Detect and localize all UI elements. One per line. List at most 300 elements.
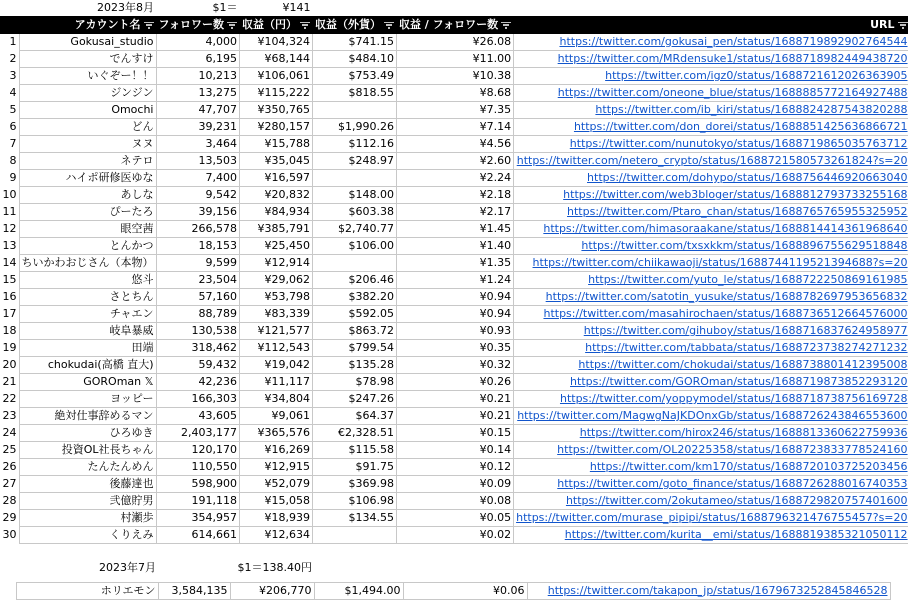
account-name-cell[interactable]: ひろゆき <box>19 425 156 442</box>
col-header-followers[interactable]: フォロワー数 <box>156 17 239 34</box>
url-link[interactable]: https://twitter.com/gihuboy/status/1688716837624958977 <box>583 324 908 337</box>
table-row <box>1 527 908 544</box>
jpy-cell[interactable]: ¥18,939 <box>239 510 312 527</box>
account-name-cell[interactable]: chokudai(高橋 直大) <box>19 357 156 374</box>
jpy-cell[interactable]: ¥121,577 <box>239 323 312 340</box>
followers-cell[interactable]: 9,542 <box>156 187 239 204</box>
url-link[interactable]: https://twitter.com/tabbata/status/1688723738274271232 <box>585 341 908 354</box>
ratio-cell[interactable]: ¥2.18 <box>396 187 513 204</box>
url-cell[interactable] <box>514 221 908 238</box>
ratio-cell[interactable]: ¥0.26 <box>396 374 513 391</box>
url-link[interactable]: https://twitter.com/chiikawaoji/status/1688744119521394688?s=20 <box>532 256 908 269</box>
url-link[interactable]: https://twitter.com/Ptaro_chan/status/1688765765955325952 <box>567 205 908 218</box>
fx-cell[interactable]: $248.97 <box>312 153 396 170</box>
url-link[interactable]: https://twitter.com/yoppymodel/status/1688718738756169728 <box>559 392 908 405</box>
followers-cell[interactable]: 614,661 <box>156 527 239 544</box>
ratio-cell[interactable]: ¥1.40 <box>396 238 513 255</box>
row-number: 3 <box>9 69 17 82</box>
row-number: 1 <box>9 35 17 49</box>
fx-cell[interactable]: $741.15 <box>312 34 396 51</box>
row-number: 4 <box>9 86 17 99</box>
row-number: 16 <box>2 290 17 303</box>
account-name-cell[interactable]: ジンジン <box>19 85 156 102</box>
table-row <box>1 272 908 289</box>
jpy-cell[interactable]: ¥16,597 <box>239 170 312 187</box>
url-cell[interactable] <box>514 340 908 357</box>
followers-cell[interactable]: 13,275 <box>156 85 239 102</box>
url-link[interactable]: https://twitter.com/chokudai/status/1688738801412395008 <box>578 358 908 371</box>
jpy-cell[interactable]: ¥104,324 <box>239 34 312 51</box>
fx-cell[interactable]: $115.58 <box>312 442 396 459</box>
followers-cell[interactable]: 47,707 <box>156 102 239 119</box>
ratio-cell[interactable]: ¥10.38 <box>396 68 513 85</box>
followers-cell[interactable]: 2,403,177 <box>156 425 239 442</box>
month-header-row <box>1 0 908 17</box>
account-name-cell[interactable]: さとちん <box>19 289 156 306</box>
table-row <box>0 583 890 600</box>
jpy-cell[interactable]: ¥84,934 <box>239 204 312 221</box>
url-link[interactable]: https://twitter.com/don_dorei/status/1688851425636866721 <box>573 120 908 133</box>
url-cell[interactable] <box>514 119 908 136</box>
url-link[interactable]: https://twitter.com/igz0/status/1688721612026363905 <box>605 69 908 82</box>
ratio-cell[interactable]: ¥0.93 <box>396 323 513 340</box>
ratio-cell[interactable]: ¥8.68 <box>396 85 513 102</box>
jpy-cell[interactable]: ¥68,144 <box>239 51 312 68</box>
ratio-cell[interactable]: ¥2.17 <box>396 204 513 221</box>
jpy-cell[interactable]: ¥52,079 <box>239 476 312 493</box>
url-cell[interactable] <box>514 527 908 544</box>
url-cell[interactable] <box>514 306 908 323</box>
horiemon-table <box>0 582 891 600</box>
table-row <box>1 374 908 391</box>
jpy-cell[interactable]: ¥385,791 <box>239 221 312 238</box>
account-name-cell[interactable]: たんたんめん <box>19 459 156 476</box>
ratio-cell[interactable]: ¥0.05 <box>396 510 513 527</box>
url-cell[interactable] <box>514 459 908 476</box>
fx-cell[interactable]: $603.38 <box>312 204 396 221</box>
column-header-row <box>1 17 908 34</box>
rate-value[interactable]: ¥141 <box>282 1 311 14</box>
followers-cell[interactable]: 3,584,135 <box>158 583 230 600</box>
row-number: 17 <box>2 307 17 320</box>
row-number: 15 <box>2 273 17 286</box>
jpy-cell[interactable]: ¥29,062 <box>239 272 312 289</box>
account-name-cell[interactable]: ぴーたろ <box>19 204 156 221</box>
jpy-cell[interactable]: ¥20,832 <box>239 187 312 204</box>
url-cell[interactable] <box>514 102 908 119</box>
account-name-cell[interactable]: 村瀬歩 <box>19 510 156 527</box>
fx-cell[interactable]: $592.05 <box>312 306 396 323</box>
url-link[interactable]: https://twitter.com/nunutokyo/status/1688719865035763712 <box>569 137 908 150</box>
account-name-cell[interactable]: ちいかわおじさん（本物） <box>19 255 156 272</box>
fx-cell[interactable]: $91.75 <box>312 459 396 476</box>
ratio-cell[interactable]: ¥0.14 <box>396 442 513 459</box>
url-link[interactable]: https://twitter.com/km170/status/1688720103725203456 <box>589 460 908 473</box>
fx-cell[interactable]: $382.20 <box>312 289 396 306</box>
account-name-cell[interactable]: あしな <box>19 187 156 204</box>
col-header-url[interactable]: URL <box>514 17 908 34</box>
table-row <box>1 340 908 357</box>
url-link[interactable]: https://twitter.com/txsxkkm/status/1688896755629518848 <box>581 239 908 252</box>
table-row <box>1 442 908 459</box>
ratio-cell[interactable]: ¥0.15 <box>396 425 513 442</box>
row-number: 22 <box>2 392 17 405</box>
url-link[interactable]: https://twitter.com/web3bloger/status/1688812793733255168 <box>563 188 908 201</box>
followers-cell[interactable]: 23,504 <box>156 272 239 289</box>
table-row <box>1 493 908 510</box>
jpy-cell[interactable]: ¥112,543 <box>239 340 312 357</box>
col-header-jpy[interactable]: 収益（円） <box>239 17 312 34</box>
account-name-cell[interactable]: どん <box>19 119 156 136</box>
table-row <box>1 153 908 170</box>
url-link[interactable]: https://twitter.com/goto_finance/status/1688726288016740353 <box>557 477 908 490</box>
followers-cell[interactable]: 4,000 <box>156 34 239 51</box>
jpy-cell[interactable]: ¥35,045 <box>239 153 312 170</box>
table-row <box>1 476 908 493</box>
table-row <box>1 238 908 255</box>
table-row <box>1 510 908 527</box>
url-cell[interactable] <box>514 51 908 68</box>
followers-cell[interactable]: 43,605 <box>156 408 239 425</box>
jpy-cell[interactable]: ¥9,061 <box>239 408 312 425</box>
followers-cell[interactable]: 354,957 <box>156 510 239 527</box>
filter-icon[interactable] <box>898 22 908 29</box>
url-cell[interactable] <box>514 425 908 442</box>
ratio-cell[interactable]: ¥0.08 <box>396 493 513 510</box>
account-name-cell[interactable]: でんすけ <box>19 51 156 68</box>
ratio-cell[interactable]: ¥7.14 <box>396 119 513 136</box>
jpy-cell[interactable]: ¥206,770 <box>230 583 314 600</box>
followers-cell[interactable]: 318,462 <box>156 340 239 357</box>
url-cell[interactable] <box>514 85 908 102</box>
url-cell[interactable] <box>514 204 908 221</box>
row-number: 11 <box>2 205 17 218</box>
fx-cell[interactable]: $369.98 <box>312 476 396 493</box>
ratio-cell[interactable]: ¥1.24 <box>396 272 513 289</box>
ratio-cell[interactable]: ¥0.21 <box>396 391 513 408</box>
row-number: 2 <box>9 52 17 65</box>
followers-cell[interactable]: 3,464 <box>156 136 239 153</box>
account-name-cell[interactable]: 投資OL社長ちゃん <box>19 442 156 459</box>
account-name-cell[interactable]: 岐阜暴威 <box>19 323 156 340</box>
july-month-label[interactable]: 2023年7月 <box>99 561 156 574</box>
fx-cell[interactable]: $134.55 <box>312 510 396 527</box>
fx-cell[interactable]: $106.00 <box>312 238 396 255</box>
fx-cell[interactable]: $247.26 <box>312 391 396 408</box>
account-name-cell[interactable]: Gokusai_studio <box>19 34 156 51</box>
ratio-cell[interactable]: ¥0.94 <box>396 306 513 323</box>
ratio-cell[interactable]: ¥0.21 <box>396 408 513 425</box>
fx-cell[interactable]: $2,740.77 <box>312 221 396 238</box>
fx-cell[interactable]: $64.37 <box>312 408 396 425</box>
account-name-cell[interactable]: 田端 <box>19 340 156 357</box>
filter-icon[interactable] <box>144 22 154 29</box>
followers-cell[interactable]: 18,153 <box>156 238 239 255</box>
table-row <box>1 34 908 51</box>
url-cell[interactable] <box>514 476 908 493</box>
fx-cell[interactable] <box>312 170 396 187</box>
table-row <box>1 102 908 119</box>
followers-cell[interactable]: 110,550 <box>156 459 239 476</box>
url-cell[interactable] <box>514 323 908 340</box>
account-name-cell[interactable]: ハイポ研修医ゆな <box>19 170 156 187</box>
ratio-cell[interactable]: ¥0.02 <box>396 527 513 544</box>
table-row <box>1 119 908 136</box>
table-row <box>1 459 908 476</box>
url-link[interactable]: https://twitter.com/oneone_blue/status/1688885772164927488 <box>557 86 908 99</box>
jpy-cell[interactable]: ¥16,269 <box>239 442 312 459</box>
account-name-cell[interactable]: ヌヌ <box>19 136 156 153</box>
row-number: 12 <box>2 222 17 235</box>
url-cell[interactable] <box>514 136 908 153</box>
filter-icon[interactable] <box>501 22 511 29</box>
ratio-cell[interactable]: ¥0.12 <box>396 459 513 476</box>
url-link[interactable]: https://twitter.com/satotin_yusuke/status/1688782697953656832 <box>545 290 908 303</box>
account-name-cell[interactable]: ネテロ <box>19 153 156 170</box>
url-link[interactable]: https://twitter.com/gokusai_pen/status/1688719892902764544 <box>559 35 908 48</box>
ratio-cell[interactable]: ¥11.00 <box>396 51 513 68</box>
fx-cell[interactable]: $753.49 <box>312 68 396 85</box>
table-row <box>1 68 908 85</box>
url-cell[interactable] <box>514 238 908 255</box>
ratio-cell[interactable]: ¥2.24 <box>396 170 513 187</box>
account-name-cell[interactable]: とんかつ <box>19 238 156 255</box>
row-number: 18 <box>2 324 17 337</box>
fx-cell[interactable] <box>312 255 396 272</box>
url-cell[interactable] <box>514 510 908 527</box>
july-header-row <box>0 560 890 576</box>
row-number: 5 <box>9 103 17 116</box>
row-number: 20 <box>2 358 17 371</box>
row-number: 13 <box>2 239 17 252</box>
url-cell[interactable] <box>514 493 908 510</box>
row-number: 7 <box>9 137 17 150</box>
ratio-cell[interactable]: ¥26.08 <box>396 34 513 51</box>
table-row <box>1 425 908 442</box>
url-cell[interactable] <box>514 289 908 306</box>
fx-cell[interactable]: $484.10 <box>312 51 396 68</box>
account-name-cell[interactable]: ホリエモン <box>16 583 158 600</box>
followers-cell[interactable]: 120,170 <box>156 442 239 459</box>
account-name-cell[interactable]: 後藤達也 <box>19 476 156 493</box>
fx-cell[interactable]: $1,990.26 <box>312 119 396 136</box>
jpy-cell[interactable]: ¥12,915 <box>239 459 312 476</box>
followers-cell[interactable]: 88,789 <box>156 306 239 323</box>
url-cell[interactable] <box>514 34 908 51</box>
ratio-cell[interactable]: ¥4.56 <box>396 136 513 153</box>
row-number: 14 <box>2 256 17 269</box>
url-link[interactable]: https://twitter.com/ib_kiri/status/1688824287543820288 <box>595 103 908 116</box>
url-link[interactable]: https://twitter.com/netero_crypto/status/1688721580573261824?s=20 <box>516 154 908 167</box>
followers-cell[interactable]: 13,503 <box>156 153 239 170</box>
fx-cell[interactable]: $863.72 <box>312 323 396 340</box>
table-row <box>1 51 908 68</box>
url-cell[interactable] <box>514 408 908 425</box>
fx-cell[interactable]: $78.98 <box>312 374 396 391</box>
row-number: 23 <box>2 409 17 422</box>
followers-cell[interactable]: 191,118 <box>156 493 239 510</box>
account-name-cell[interactable]: GOROman 𝕏 <box>19 374 156 391</box>
ratio-cell[interactable]: ¥0.09 <box>396 476 513 493</box>
col-header-account[interactable]: アカウント名 <box>19 17 156 34</box>
table-row <box>1 255 908 272</box>
july-section <box>0 560 890 576</box>
url-link[interactable]: https://twitter.com/kurita__emi/status/1688819385321050112 <box>564 528 908 541</box>
table-row <box>1 289 908 306</box>
url-cell[interactable] <box>514 357 908 374</box>
followers-cell[interactable]: 59,432 <box>156 357 239 374</box>
account-name-cell[interactable]: いぐぞー！！ <box>19 68 156 85</box>
table-row <box>1 323 908 340</box>
jpy-cell[interactable]: ¥34,804 <box>239 391 312 408</box>
row-number: 30 <box>2 528 17 541</box>
fx-cell[interactable]: $799.54 <box>312 340 396 357</box>
url-cell[interactable] <box>527 583 890 600</box>
jpy-cell[interactable]: ¥53,798 <box>239 289 312 306</box>
followers-cell[interactable]: 39,231 <box>156 119 239 136</box>
month-label[interactable]: 2023年8月 <box>97 1 154 14</box>
account-name-cell[interactable]: 眼空茜 <box>19 221 156 238</box>
followers-cell[interactable]: 9,599 <box>156 255 239 272</box>
followers-cell[interactable]: 6,195 <box>156 51 239 68</box>
jpy-cell[interactable]: ¥11,117 <box>239 374 312 391</box>
account-name-cell[interactable]: くりえみ <box>19 527 156 544</box>
followers-cell[interactable]: 57,160 <box>156 289 239 306</box>
followers-cell[interactable]: 130,538 <box>156 323 239 340</box>
url-link[interactable]: https://twitter.com/2okutameo/status/1688729820757401600 <box>565 494 908 507</box>
ratio-cell[interactable]: ¥0.06 <box>403 583 527 600</box>
url-link[interactable]: https://twitter.com/takapon_jp/status/1679673252845846528 <box>547 584 888 597</box>
jpy-cell[interactable]: ¥19,042 <box>239 357 312 374</box>
account-name-cell[interactable]: 絶対仕事辞めるマン <box>19 408 156 425</box>
jpy-cell[interactable]: ¥15,788 <box>239 136 312 153</box>
row-number: 8 <box>9 154 17 167</box>
table-row <box>1 85 908 102</box>
jpy-cell[interactable]: ¥12,914 <box>239 255 312 272</box>
url-link[interactable]: https://twitter.com/MRdensuke1/status/1688718982449438720 <box>557 52 908 65</box>
jpy-cell[interactable]: ¥25,450 <box>239 238 312 255</box>
ratio-cell[interactable]: ¥7.35 <box>396 102 513 119</box>
row-number: 28 <box>2 494 17 507</box>
fx-cell[interactable]: $135.28 <box>312 357 396 374</box>
table-row <box>1 306 908 323</box>
jpy-cell[interactable]: ¥83,339 <box>239 306 312 323</box>
url-cell[interactable] <box>514 442 908 459</box>
table-row <box>1 170 908 187</box>
table-row <box>1 221 908 238</box>
url-cell[interactable] <box>514 255 908 272</box>
url-cell[interactable] <box>514 272 908 289</box>
account-name-cell[interactable]: 悠斗 <box>19 272 156 289</box>
fx-cell[interactable]: $206.46 <box>312 272 396 289</box>
url-link[interactable]: https://twitter.com/himasoraakane/status/1688814414361968640 <box>543 222 908 235</box>
followers-cell[interactable]: 166,303 <box>156 391 239 408</box>
fx-cell[interactable]: €2,328.51 <box>312 425 396 442</box>
account-name-cell[interactable]: Omochi <box>19 102 156 119</box>
fx-cell[interactable]: $1,494.00 <box>314 583 403 600</box>
account-name-cell[interactable]: チャエン <box>19 306 156 323</box>
followers-cell[interactable]: 42,236 <box>156 374 239 391</box>
url-cell[interactable] <box>514 391 908 408</box>
url-link[interactable]: https://twitter.com/murase_pipipi/status/1688796321476755457?s=20 <box>516 511 908 524</box>
fx-cell[interactable] <box>312 527 396 544</box>
row-number: 26 <box>2 460 17 473</box>
ratio-cell[interactable]: ¥0.94 <box>396 289 513 306</box>
followers-cell[interactable]: 10,213 <box>156 68 239 85</box>
row-number: 9 <box>9 171 17 184</box>
url-link[interactable]: https://twitter.com/dohypo/status/1688756446920663040 <box>587 171 908 184</box>
url-cell[interactable] <box>514 170 908 187</box>
url-cell[interactable] <box>514 68 908 85</box>
jpy-cell[interactable]: ¥15,058 <box>239 493 312 510</box>
ratio-cell[interactable]: ¥0.35 <box>396 340 513 357</box>
followers-cell[interactable]: 7,400 <box>156 170 239 187</box>
url-cell[interactable] <box>514 153 908 170</box>
followers-cell[interactable]: 598,900 <box>156 476 239 493</box>
table-row <box>1 357 908 374</box>
row-number: 6 <box>9 120 17 133</box>
row-number: 25 <box>2 443 17 456</box>
url-link[interactable]: https://twitter.com/MagwgNaJKDOnxGb/status/1688726243846553600 <box>517 409 908 422</box>
account-name-cell[interactable]: 弐億貯男 <box>19 493 156 510</box>
url-link[interactable]: https://twitter.com/GOROman/status/1688719873852293120 <box>570 375 908 388</box>
ratio-cell[interactable]: ¥0.32 <box>396 357 513 374</box>
fx-cell[interactable]: $818.55 <box>312 85 396 102</box>
row-number: 27 <box>2 477 17 490</box>
col-header-ratio[interactable]: 収益 / フォロワー数 <box>396 17 513 34</box>
table-row <box>1 187 908 204</box>
url-link[interactable]: https://twitter.com/masahirochaen/status/1688736512664576000 <box>543 307 908 320</box>
jpy-cell[interactable]: ¥115,222 <box>239 85 312 102</box>
url-link[interactable]: https://twitter.com/OL20225358/status/1688723833778524160 <box>557 443 908 456</box>
rate-label[interactable]: $1＝ <box>212 1 238 14</box>
fx-cell[interactable]: $106.98 <box>312 493 396 510</box>
jpy-cell[interactable]: ¥365,576 <box>239 425 312 442</box>
table-row <box>1 408 908 425</box>
row-number: 29 <box>2 511 17 524</box>
jpy-cell[interactable]: ¥350,765 <box>239 102 312 119</box>
fx-cell[interactable]: $148.00 <box>312 187 396 204</box>
filter-icon[interactable] <box>384 22 394 29</box>
fx-cell[interactable]: $112.16 <box>312 136 396 153</box>
url-link[interactable]: https://twitter.com/hirox246/status/1688813360622759936 <box>579 426 908 439</box>
jpy-cell[interactable]: ¥280,157 <box>239 119 312 136</box>
table-row <box>1 136 908 153</box>
url-link[interactable]: https://twitter.com/yuto_le/status/1688722250869161985 <box>588 273 908 286</box>
url-cell[interactable] <box>514 187 908 204</box>
row-number: 24 <box>2 426 17 439</box>
ratio-cell[interactable]: ¥1.35 <box>396 255 513 272</box>
filter-icon[interactable] <box>227 22 237 29</box>
table-row <box>1 391 908 408</box>
jpy-cell[interactable]: ¥106,061 <box>239 68 312 85</box>
col-header-fx[interactable]: 収益（外貨） <box>312 17 396 34</box>
ratio-cell[interactable]: ¥2.60 <box>396 153 513 170</box>
fx-cell[interactable] <box>312 102 396 119</box>
ratio-cell[interactable]: ¥1.45 <box>396 221 513 238</box>
row-number: 19 <box>2 341 17 354</box>
jpy-cell[interactable]: ¥12,634 <box>239 527 312 544</box>
followers-cell[interactable]: 266,578 <box>156 221 239 238</box>
followers-cell[interactable]: 39,156 <box>156 204 239 221</box>
row-number: 21 <box>2 375 17 388</box>
july-rate-label[interactable]: $1＝138.40円 <box>237 561 312 574</box>
table-row <box>1 204 908 221</box>
url-cell[interactable] <box>514 374 908 391</box>
account-name-cell[interactable]: ヨッピー <box>19 391 156 408</box>
filter-icon[interactable] <box>300 22 310 29</box>
row-number: 10 <box>2 188 17 201</box>
